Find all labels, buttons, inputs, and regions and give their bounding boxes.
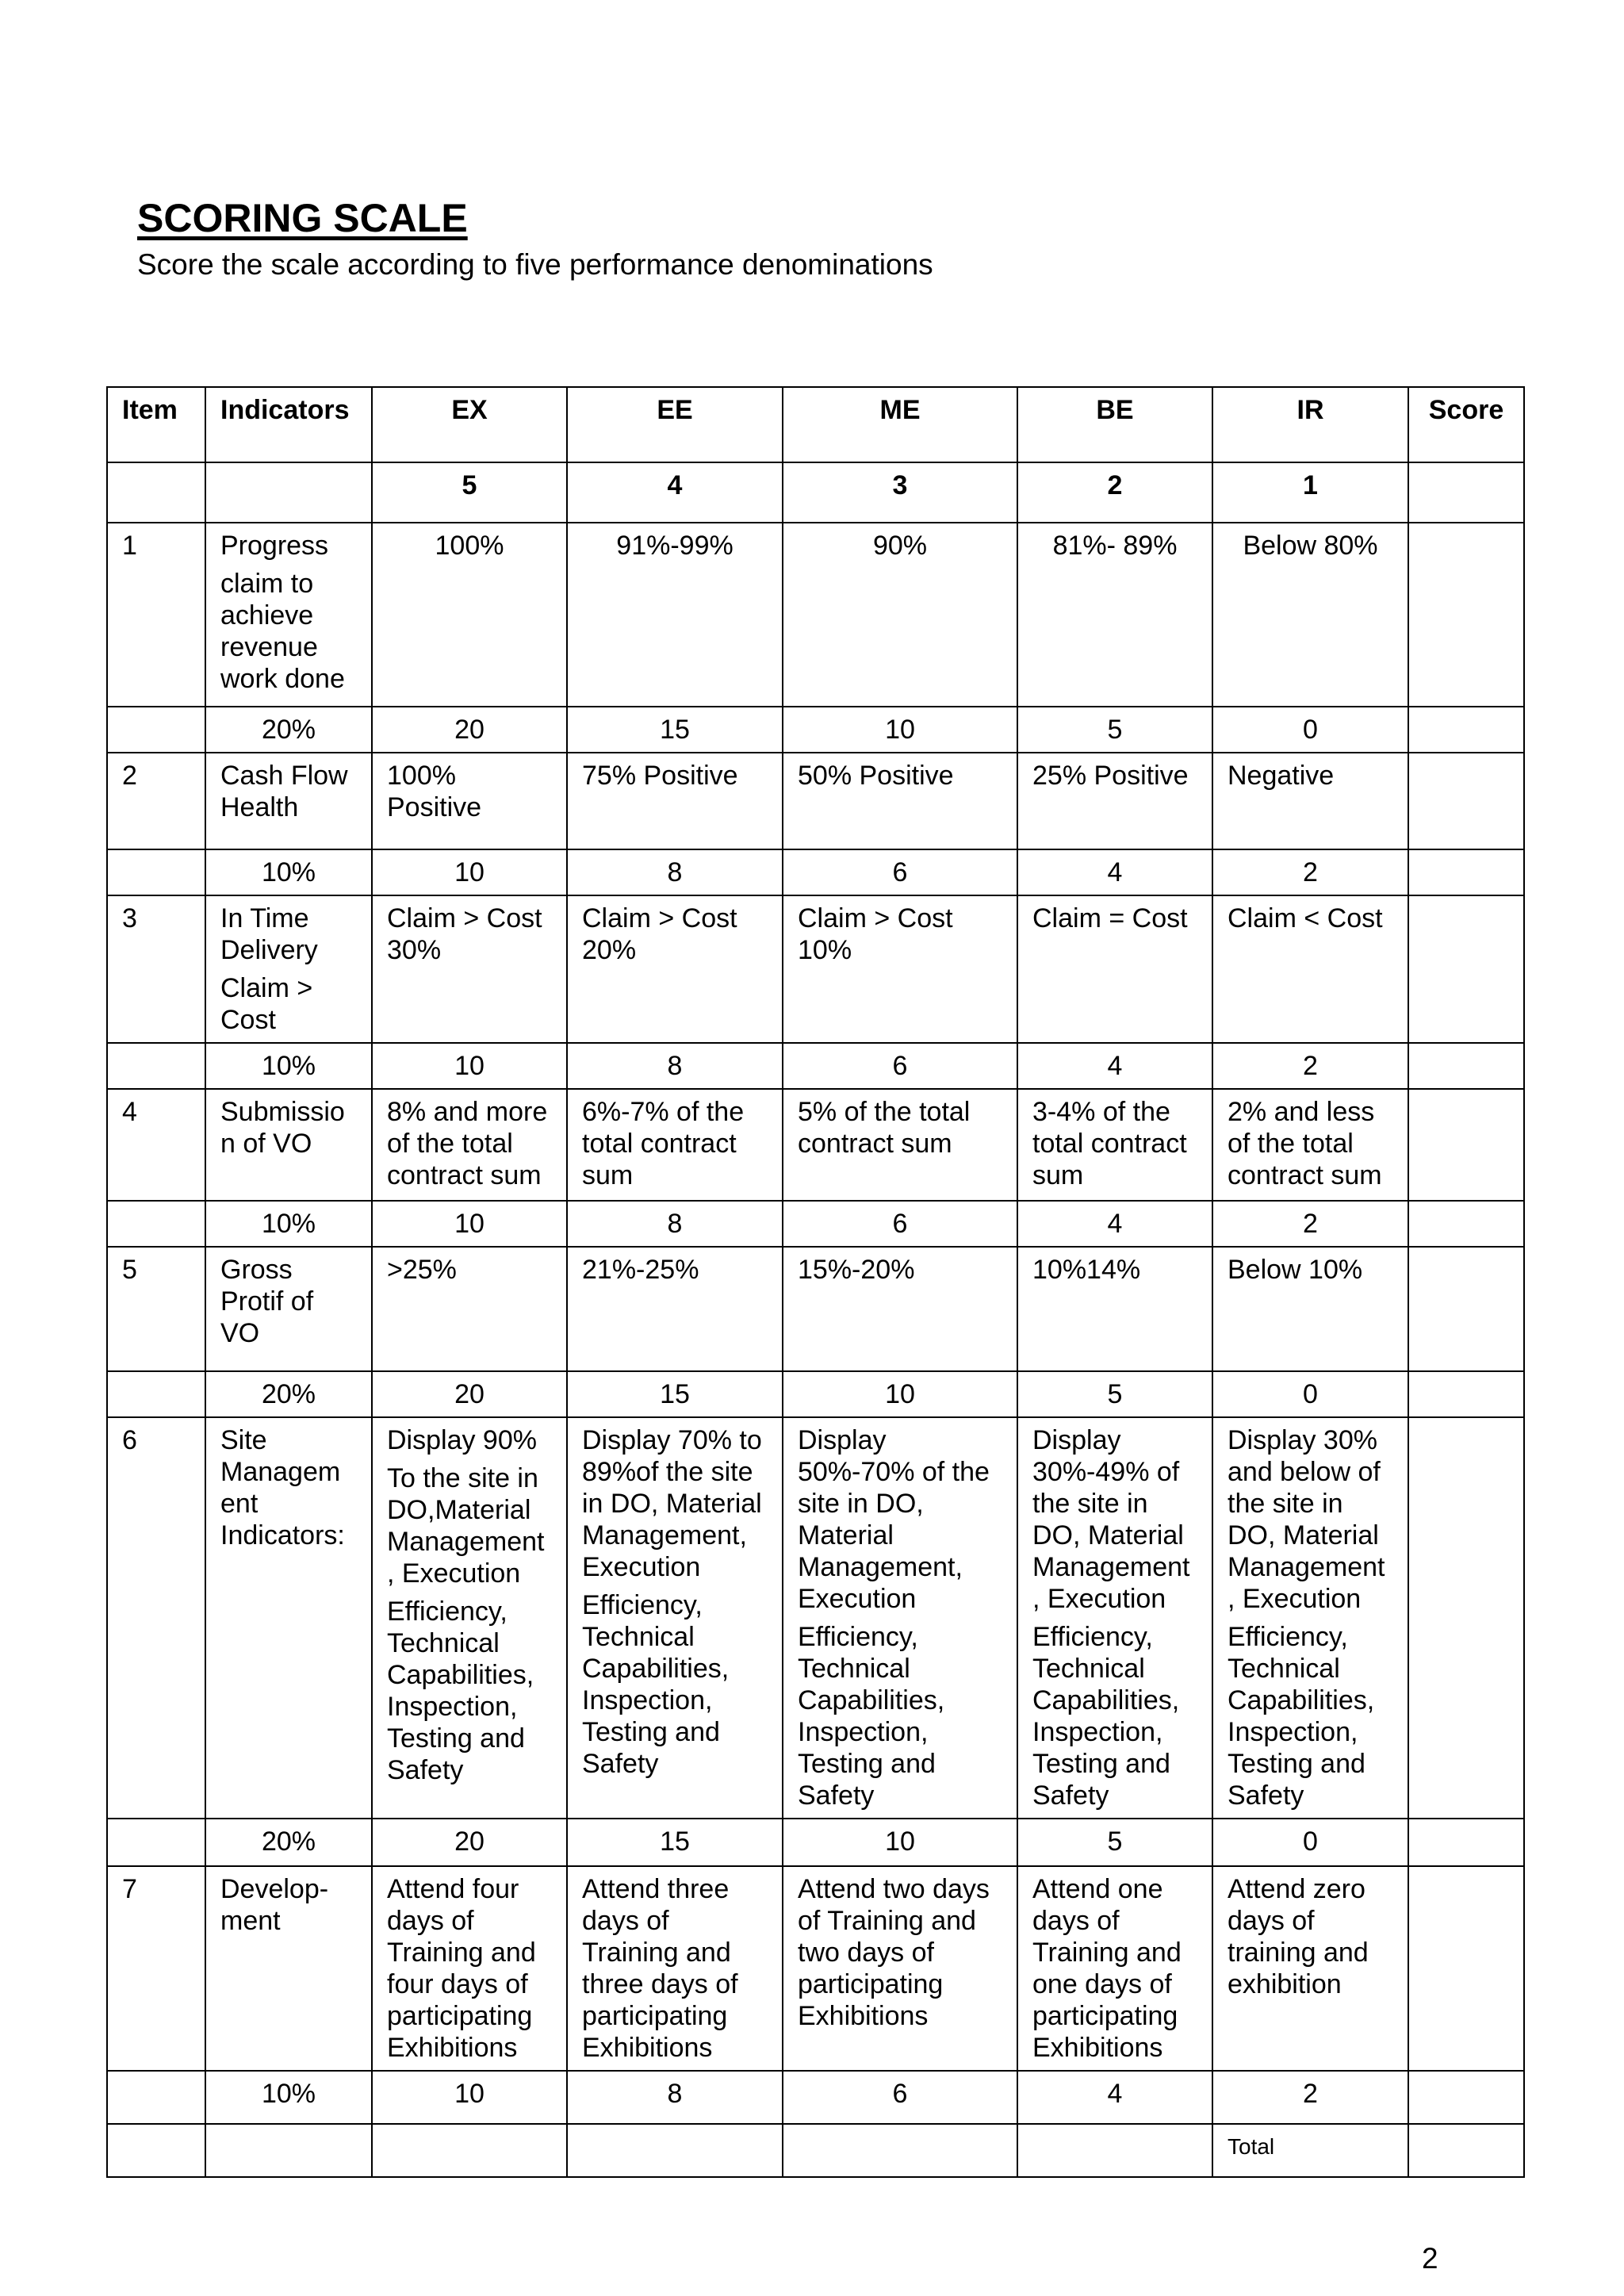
table-row	[107, 1247, 1524, 1371]
criteria-ee: Claim > Cost 20%	[567, 895, 783, 1043]
empty-cell	[1408, 462, 1524, 523]
empty-cell	[107, 2071, 205, 2124]
empty-cell	[567, 2124, 783, 2177]
table-row	[107, 1417, 1524, 1819]
points-value: 20	[372, 1371, 567, 1417]
criteria-be-main: Display 30%-49% of the site in DO, Material Management , Execution	[1032, 1425, 1190, 1614]
score-cell[interactable]	[1408, 1089, 1524, 1201]
weight-row	[107, 1819, 1524, 1866]
header-row	[107, 387, 1524, 462]
indicator-name: Site Managem ent Indicators:	[205, 1417, 372, 1819]
points-value: 10	[372, 1043, 567, 1089]
score-cell[interactable]	[1408, 707, 1524, 753]
weight-row	[107, 849, 1524, 895]
empty-cell	[372, 2124, 567, 2177]
criteria-ee	[567, 1417, 783, 1819]
points-value: 4	[1017, 1201, 1212, 1247]
score-cell[interactable]	[1408, 1201, 1524, 1247]
item-number: 2	[107, 753, 205, 849]
score-cell[interactable]	[1408, 849, 1524, 895]
empty-cell	[107, 849, 205, 895]
points-value: 0	[1212, 1819, 1408, 1866]
criteria-me: Claim > Cost 10%	[783, 895, 1017, 1043]
indicator-name: In Time Delivery	[220, 903, 318, 965]
header-indicators: Indicators	[205, 387, 372, 462]
score-cell[interactable]	[1408, 753, 1524, 849]
criteria-ex: 100% Positive	[372, 753, 567, 849]
criteria-ee: 75% Positive	[567, 753, 783, 849]
points-me: 3	[783, 462, 1017, 523]
weight-row	[107, 1043, 1524, 1089]
item-number: 1	[107, 523, 205, 707]
points-value: 5	[1017, 707, 1212, 753]
points-ee: 4	[567, 462, 783, 523]
points-value: 5	[1017, 1371, 1212, 1417]
empty-cell	[205, 2124, 372, 2177]
points-value: 15	[567, 707, 783, 753]
points-value: 4	[1017, 849, 1212, 895]
criteria-ee-main: Display 70% to 89%of the site in DO, Material Management, Execution	[582, 1425, 762, 1582]
criteria-ex: Claim > Cost 30%	[372, 895, 567, 1043]
empty-cell	[107, 707, 205, 753]
score-cell[interactable]	[1408, 895, 1524, 1043]
header-me: ME	[783, 387, 1017, 462]
criteria-ex: 8% and more of the total contract sum	[372, 1089, 567, 1201]
indicator-name: Gross Protif of VO	[205, 1247, 372, 1371]
points-value: 10	[372, 849, 567, 895]
points-value: 8	[567, 2071, 783, 2124]
criteria-ir: Negative	[1212, 753, 1408, 849]
header-ex: EX	[372, 387, 567, 462]
criteria-me: Attend two days of Training and two days of participating Exhibitions	[783, 1866, 1017, 2071]
points-value: 6	[783, 849, 1017, 895]
indicator-cell	[205, 523, 372, 707]
points-value: 2	[1212, 849, 1408, 895]
weight-row	[107, 707, 1524, 753]
criteria-ir: 2% and less of the total contract sum	[1212, 1089, 1408, 1201]
weight-cell: 20%	[205, 707, 372, 753]
empty-cell	[107, 1819, 205, 1866]
criteria-ex-main: Display 90%	[387, 1425, 537, 1455]
score-cell[interactable]	[1408, 1866, 1524, 2071]
criteria-ee: Attend three days of Training and three days of participating Exhibitions	[567, 1866, 783, 2071]
criteria-me-main: Display 50%-70% of the site in DO, Material Management, Execution	[798, 1425, 990, 1614]
criteria-ex-detail: To the site in DO,Material Management , Execution	[387, 1463, 545, 1589]
empty-cell	[107, 1371, 205, 1417]
criteria-me-detail: Efficiency, Technical Capabilities, Inspection, Testing and Safety	[798, 1622, 945, 1811]
points-value: 2	[1212, 1201, 1408, 1247]
header-score: Score	[1408, 387, 1524, 462]
indicator-cell	[205, 895, 372, 1043]
criteria-be: 25% Positive	[1017, 753, 1212, 849]
page-subtitle: Score the scale according to five performance denominations	[137, 248, 933, 281]
criteria-ee: 21%-25%	[567, 1247, 783, 1371]
indicator-name: Develop-ment	[205, 1866, 372, 2071]
item-number: 5	[107, 1247, 205, 1371]
points-value: 2	[1212, 2071, 1408, 2124]
criteria-be: 10%14%	[1017, 1247, 1212, 1371]
score-cell[interactable]	[1408, 1371, 1524, 1417]
points-value: 6	[783, 2071, 1017, 2124]
criteria-ex	[372, 1417, 567, 1819]
criteria-me: 90%	[783, 523, 1017, 707]
points-value: 8	[567, 1201, 783, 1247]
points-value: 2	[1212, 1043, 1408, 1089]
item-number: 6	[107, 1417, 205, 1819]
points-value: 15	[567, 1371, 783, 1417]
points-value: 6	[783, 1043, 1017, 1089]
criteria-ee-detail: Efficiency, Technical Capabilities, Inspection, Testing and Safety	[582, 1590, 730, 1779]
weight-cell: 20%	[205, 1819, 372, 1866]
weight-row	[107, 1201, 1524, 1247]
points-be: 2	[1017, 462, 1212, 523]
weight-cell: 10%	[205, 1043, 372, 1089]
criteria-ir: Below 80%	[1212, 523, 1408, 707]
points-value: 20	[372, 1819, 567, 1866]
points-value: 8	[567, 1043, 783, 1089]
score-cell[interactable]	[1408, 1819, 1524, 1866]
points-ir: 1	[1212, 462, 1408, 523]
points-row	[107, 462, 1524, 523]
points-value: 10	[372, 2071, 567, 2124]
points-value: 4	[1017, 1043, 1212, 1089]
points-value: 10	[783, 707, 1017, 753]
table-row	[107, 1089, 1524, 1201]
empty-cell	[107, 1201, 205, 1247]
item-number: 7	[107, 1866, 205, 2071]
criteria-me: 50% Positive	[783, 753, 1017, 849]
empty-cell	[1017, 2124, 1212, 2177]
criteria-ex: Attend four days of Training and four days of participating Exhibitions	[372, 1866, 567, 2071]
criteria-be: Claim = Cost	[1017, 895, 1212, 1043]
header-ir: IR	[1212, 387, 1408, 462]
empty-cell	[107, 462, 205, 523]
scoring-table	[106, 386, 1525, 2178]
points-value: 5	[1017, 1819, 1212, 1866]
empty-cell	[783, 2124, 1017, 2177]
score-cell[interactable]	[1408, 1043, 1524, 1089]
header-be: BE	[1017, 387, 1212, 462]
total-row	[107, 2124, 1524, 2177]
header-ee: EE	[567, 387, 783, 462]
criteria-ir: Attend zero days of training and exhibition	[1212, 1866, 1408, 2071]
points-value: 8	[567, 849, 783, 895]
header-item: Item	[107, 387, 205, 462]
criteria-be: 81%- 89%	[1017, 523, 1212, 707]
page-title: SCORING SCALE	[137, 196, 468, 240]
criteria-ir-main: Display 30% and below of the site in DO, Material Management , Execution	[1228, 1425, 1385, 1614]
table-row	[107, 895, 1524, 1043]
criteria-ex: 100%	[372, 523, 567, 707]
total-score-cell[interactable]	[1408, 2124, 1524, 2177]
criteria-ir-detail: Efficiency, Technical Capabilities, Inspection, Testing and Safety	[1228, 1622, 1375, 1811]
points-value: 0	[1212, 1371, 1408, 1417]
total-label: Total	[1212, 2124, 1408, 2177]
indicator-name: Cash Flow Health	[205, 753, 372, 849]
points-value: 0	[1212, 707, 1408, 753]
points-value: 6	[783, 1201, 1017, 1247]
page-number: 2	[1422, 2242, 1438, 2275]
points-value: 10	[372, 1201, 567, 1247]
indicator-name: Progress	[220, 531, 329, 561]
points-value: 15	[567, 1819, 783, 1866]
weight-cell: 10%	[205, 1201, 372, 1247]
points-value: 10	[783, 1371, 1017, 1417]
criteria-ex: >25%	[372, 1247, 567, 1371]
empty-cell	[107, 2124, 205, 2177]
empty-cell	[205, 462, 372, 523]
table-row	[107, 523, 1524, 707]
score-cell[interactable]	[1408, 1247, 1524, 1371]
table-row	[107, 1866, 1524, 2071]
score-cell[interactable]	[1408, 2071, 1524, 2124]
criteria-be: 3-4% of the total contract sum	[1017, 1089, 1212, 1201]
points-value: 20	[372, 707, 567, 753]
indicator-name: Submissio n of VO	[205, 1089, 372, 1201]
points-ex: 5	[372, 462, 567, 523]
indicator-detail: Claim > Cost	[220, 973, 313, 1035]
weight-cell: 10%	[205, 849, 372, 895]
criteria-be-detail: Efficiency, Technical Capabilities, Inspection, Testing and Safety	[1032, 1622, 1180, 1811]
criteria-be: Attend one days of Training and one days of participating Exhibitions	[1017, 1866, 1212, 2071]
criteria-ex-detail: Efficiency, Technical Capabilities, Inspection, Testing and Safety	[387, 1596, 534, 1785]
criteria-me: 5% of the total contract sum	[783, 1089, 1017, 1201]
criteria-ir: Below 10%	[1212, 1247, 1408, 1371]
weight-row	[107, 2071, 1524, 2124]
criteria-ir	[1212, 1417, 1408, 1819]
weight-row	[107, 1371, 1524, 1417]
weight-cell: 20%	[205, 1371, 372, 1417]
item-number: 4	[107, 1089, 205, 1201]
criteria-me: 15%-20%	[783, 1247, 1017, 1371]
points-value: 10	[783, 1819, 1017, 1866]
indicator-detail: claim to achieve revenue work done	[220, 569, 345, 694]
weight-cell: 10%	[205, 2071, 372, 2124]
table-row	[107, 753, 1524, 849]
criteria-me	[783, 1417, 1017, 1819]
criteria-ee: 6%-7% of the total contract sum	[567, 1089, 783, 1201]
criteria-ir: Claim < Cost	[1212, 895, 1408, 1043]
criteria-ee: 91%-99%	[567, 523, 783, 707]
points-value: 4	[1017, 2071, 1212, 2124]
score-cell[interactable]	[1408, 523, 1524, 707]
score-cell[interactable]	[1408, 1417, 1524, 1819]
criteria-be	[1017, 1417, 1212, 1819]
empty-cell	[107, 1043, 205, 1089]
item-number: 3	[107, 895, 205, 1043]
